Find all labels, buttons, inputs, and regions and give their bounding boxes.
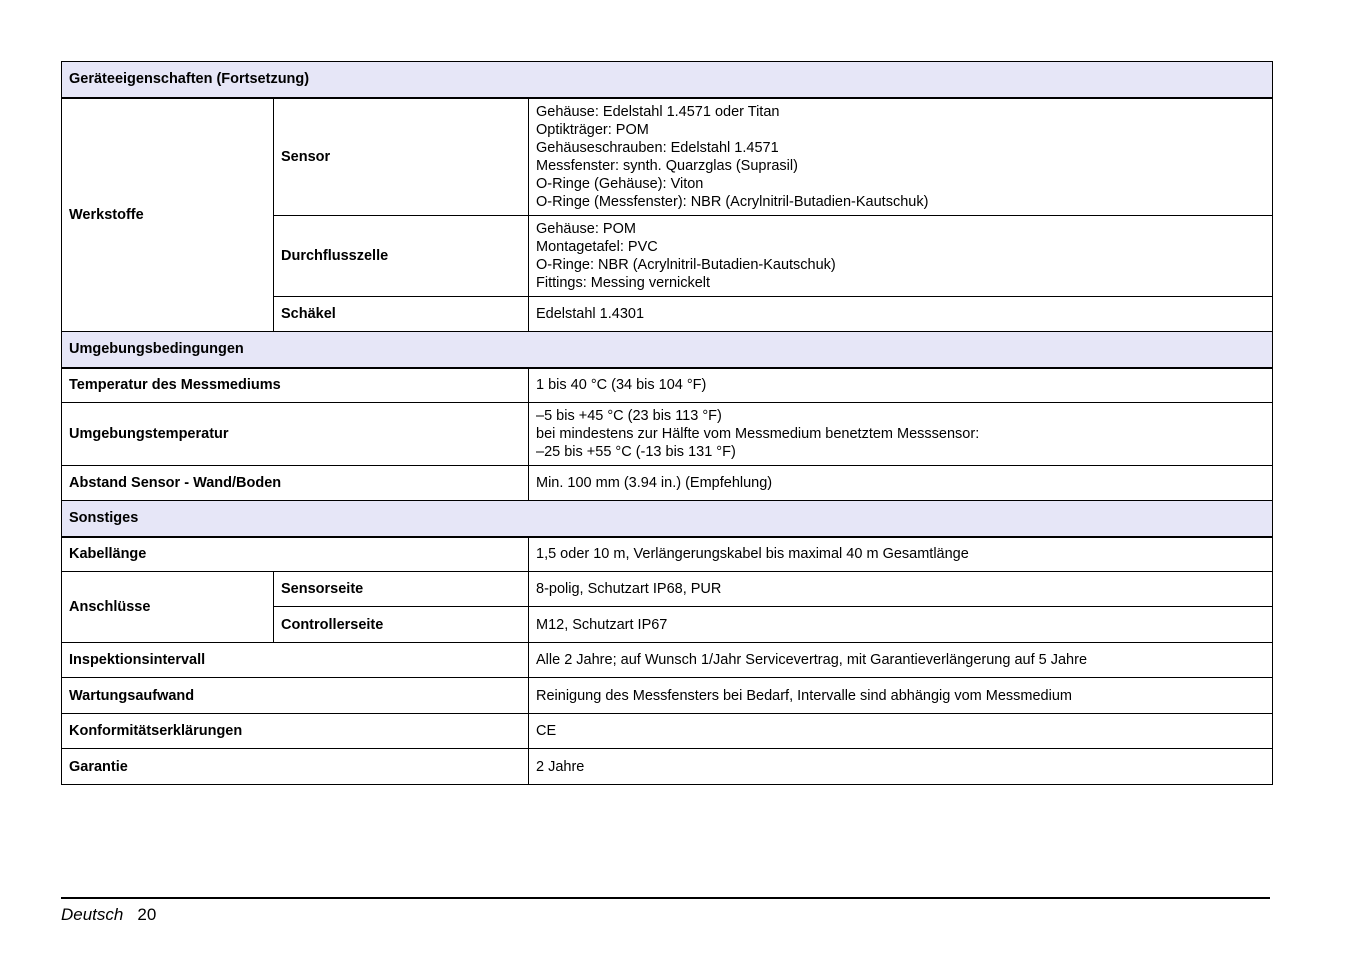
materials-label: Werkstoffe — [62, 98, 274, 332]
table-row — [62, 572, 1273, 607]
warranty-value: 2 Jahre — [529, 749, 1273, 785]
specifications-table — [61, 61, 1273, 785]
conformity-label: Konformitätserklärungen — [62, 714, 529, 749]
table-row — [62, 749, 1273, 785]
inspection-interval-label: Inspektionsintervall — [62, 643, 529, 678]
flow-cell-materials-value: Gehäuse: POM Montagetafel: PVC O-Ringe: NBR (Acrylnitril-Butadien-Kautschuk) Fittings: Messing vernickelt — [529, 216, 1273, 297]
sensor-side-value: 8-polig, Schutzart IP68, PUR — [529, 572, 1273, 607]
table-row — [62, 368, 1273, 403]
maintenance-value: Reinigung des Messfensters bei Bedarf, Intervalle sind abhängig vom Messmedium — [529, 678, 1273, 714]
section-header-environment — [62, 332, 1273, 368]
maintenance-label: Wartungsaufwand — [62, 678, 529, 714]
table-row — [62, 403, 1273, 466]
section-title: Geräteeigenschaften (Fortsetzung) — [62, 62, 1273, 98]
table-row — [62, 714, 1273, 749]
medium-temperature-value: 1 bis 40 °C (34 bis 104 °F) — [529, 368, 1273, 403]
table-row — [62, 678, 1273, 714]
shackle-label: Schäkel — [274, 297, 529, 332]
flow-cell-label: Durchflusszelle — [274, 216, 529, 297]
ambient-temperature-label: Umgebungstemperatur — [62, 403, 529, 466]
table-row — [62, 98, 1273, 216]
cable-length-label: Kabellänge — [62, 537, 529, 572]
page-footer — [61, 904, 156, 926]
section-title: Umgebungsbedingungen — [62, 332, 1273, 368]
connections-label: Anschlüsse — [62, 572, 274, 643]
sensor-label: Sensor — [274, 98, 529, 216]
sensor-materials-value: Gehäuse: Edelstahl 1.4571 oder Titan Optikträger: POM Gehäuseschrauben: Edelstahl 1.4571 Messfenster: synth. Quarzglas (Suprasil) O-Ringe (Gehäuse): Viton O-Ringe (Messfenster): NBR (Acrylnitril-Butadien-Kautschuk) — [529, 98, 1273, 216]
table-row — [62, 537, 1273, 572]
footer-divider — [61, 897, 1270, 899]
page-number: 20 — [137, 905, 157, 924]
table-row — [62, 466, 1273, 501]
section-header-misc — [62, 501, 1273, 537]
sensor-side-label: Sensorseite — [274, 572, 529, 607]
medium-temperature-label: Temperatur des Messmediums — [62, 368, 529, 403]
footer-language: Deutsch — [61, 905, 124, 924]
distance-label: Abstand Sensor - Wand/Boden — [62, 466, 529, 501]
section-title: Sonstiges — [62, 501, 1273, 537]
inspection-interval-value: Alle 2 Jahre; auf Wunsch 1/Jahr Servicevertrag, mit Garantieverlängerung auf 5 Jahre — [529, 643, 1273, 678]
section-header-device-properties — [62, 62, 1273, 98]
controller-side-label: Controllerseite — [274, 607, 529, 643]
warranty-label: Garantie — [62, 749, 529, 785]
distance-value: Min. 100 mm (3.94 in.) (Empfehlung) — [529, 466, 1273, 501]
cable-length-value: 1,5 oder 10 m, Verlängerungskabel bis maximal 40 m Gesamtlänge — [529, 537, 1273, 572]
conformity-value: CE — [529, 714, 1273, 749]
table-row — [62, 643, 1273, 678]
ambient-temperature-value: –5 bis +45 °C (23 bis 113 °F) bei mindestens zur Hälfte vom Messmedium benetztem Messsensor: –25 bis +55 °C (-13 bis 131 °F) — [529, 403, 1273, 466]
shackle-value: Edelstahl 1.4301 — [529, 297, 1273, 332]
controller-side-value: M12, Schutzart IP67 — [529, 607, 1273, 643]
